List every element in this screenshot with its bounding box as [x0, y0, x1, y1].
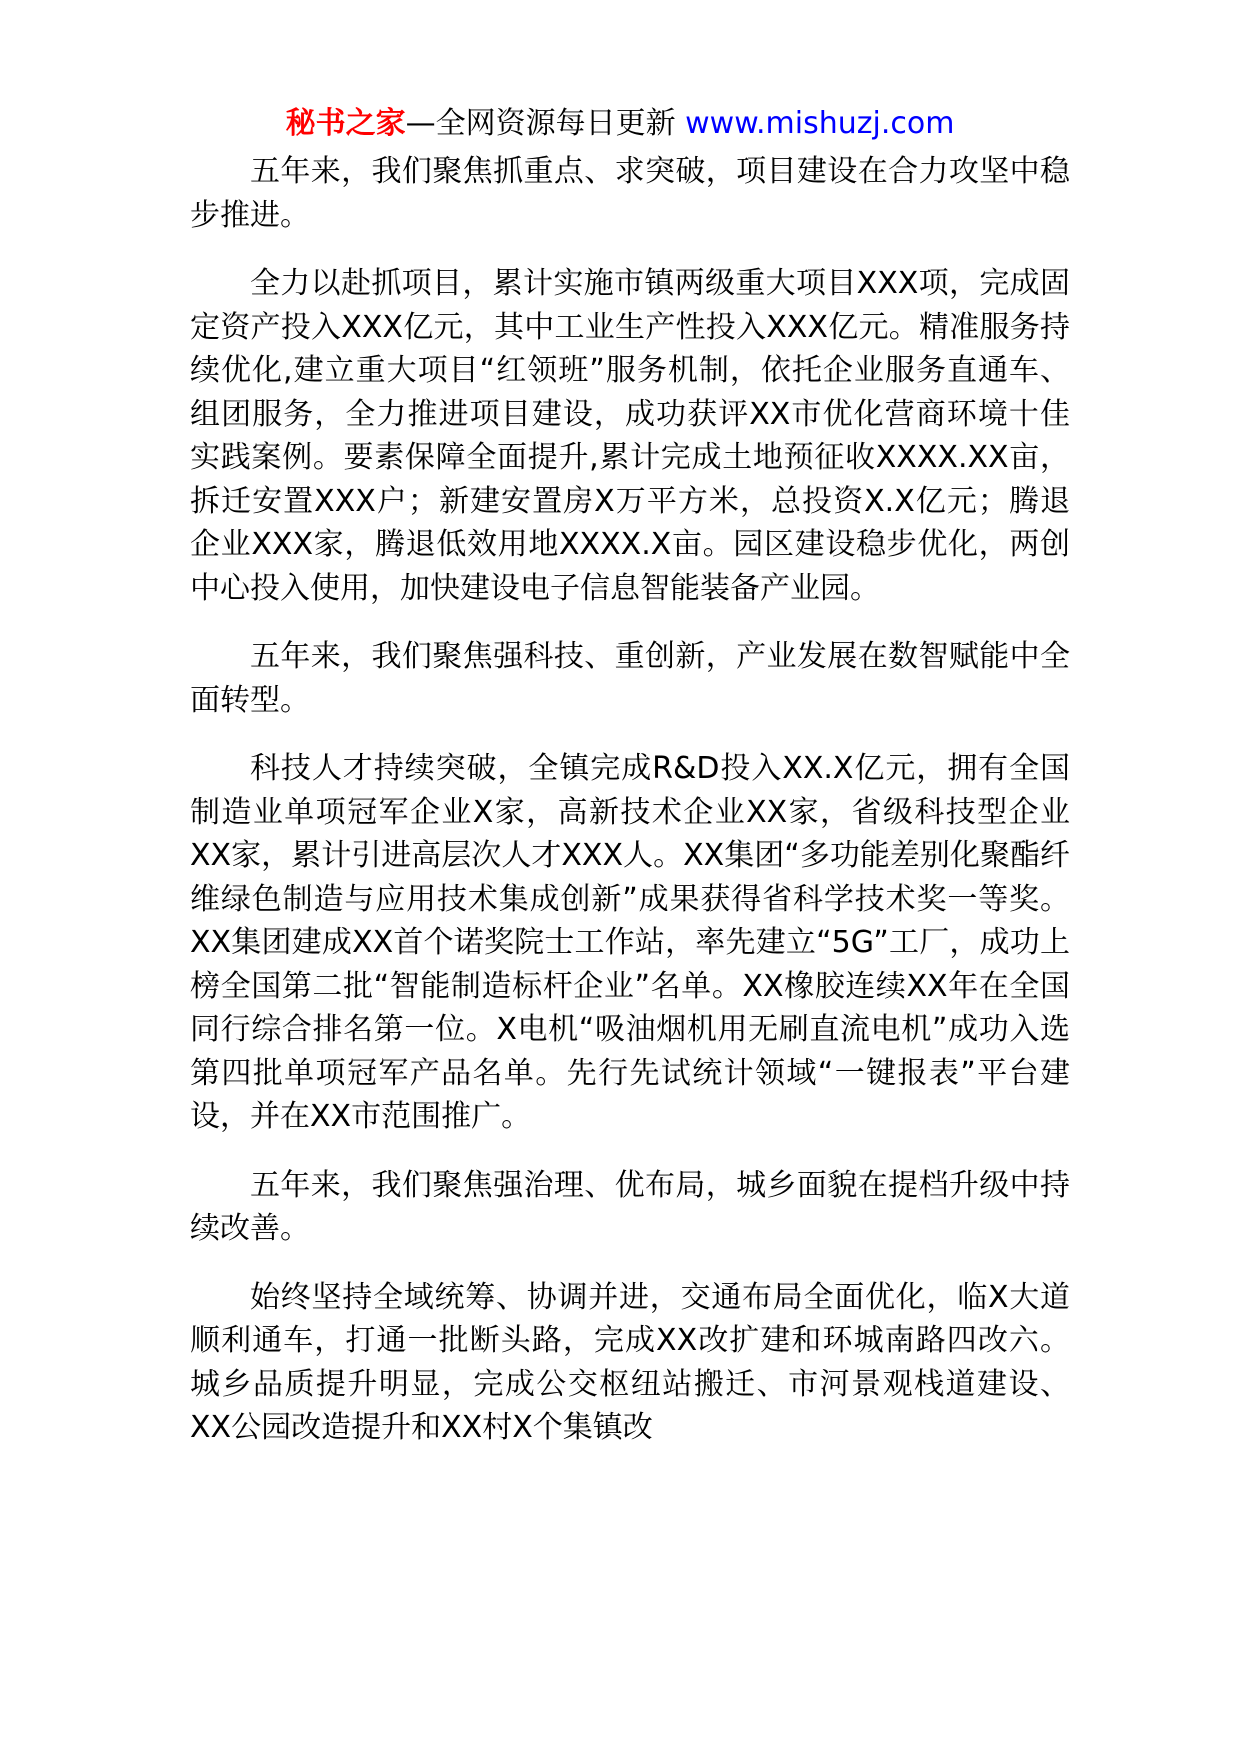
header-slogan: —全网资源每日更新 — [405, 106, 676, 141]
paragraph: 五年来，我们聚焦强科技、重创新，产业发展在数智赋能中全面转型。 — [190, 639, 1070, 718]
paragraph: 全力以赴抓项目，累计实施市镇两级重大项目XXX项，完成固定资产投入XXX亿元，其中工业生产性投入XXX亿元。精准服务持续优化,建立重大项目“红领班”服务机制，依托企业服务直通车、组团服务，全力推进项目建设，成功获评XX市优化营商环境十佳实践案例。要素保障全面提升,累计完成土地预征收XXXX.XX亩，拆迁安置XXX户；新建安置房X万平方米，总投资X.X亿元；腾退企业XXX家，腾退低效用地XXXX.X亩。园区建设稳步优化，两创中心投入使用，加快建设电子信息智能装备产业园。 — [190, 266, 1070, 606]
paragraph: 五年来，我们聚焦强治理、优布局，城乡面貌在提档升级中持续改善。 — [190, 1167, 1070, 1246]
paragraph: 始终坚持全域统筹、协调并进，交通布局全面优化，临X大道顺利通车，打通一批断头路，完成XX改扩建和环城南路四改六。城乡品质提升明显，完成公交枢纽站搬迁、市河景观栈道建设、XX公园改造提升和XX村X个集镇改 — [190, 1279, 1070, 1445]
header-url-link[interactable]: www.mishuzj.com — [685, 106, 955, 141]
document-body — [190, 150, 1070, 1475]
page-header — [0, 104, 1240, 144]
paragraph: 科技人才持续突破，全镇完成R&D投入XX.X亿元，拥有全国制造业单项冠军企业X家，高新技术企业XX家，省级科技型企业XX家，累计引进高层次人才XXX人。XX集团“多功能差别化聚酯纤维绿色制造与应用技术集成创新”成果获得省科学技术奖一等奖。XX集团建成XX首个诺奖院士工作站，率先建立“5G”工厂，成功上榜全国第二批“智能制造标杆企业”名单。XX橡胶连续XX年在全国同行综合排名第一位。X电机“吸油烟机用无刷直流电机”成功入选第四批单项冠军产品名单。先行先试统计领域“一键报表”平台建设，并在XX市范围推广。 — [190, 751, 1070, 1134]
paragraph: 五年来，我们聚焦抓重点、求突破，项目建设在合力攻坚中稳步推进。 — [190, 154, 1070, 233]
header-brand: 秘书之家 — [285, 106, 406, 141]
